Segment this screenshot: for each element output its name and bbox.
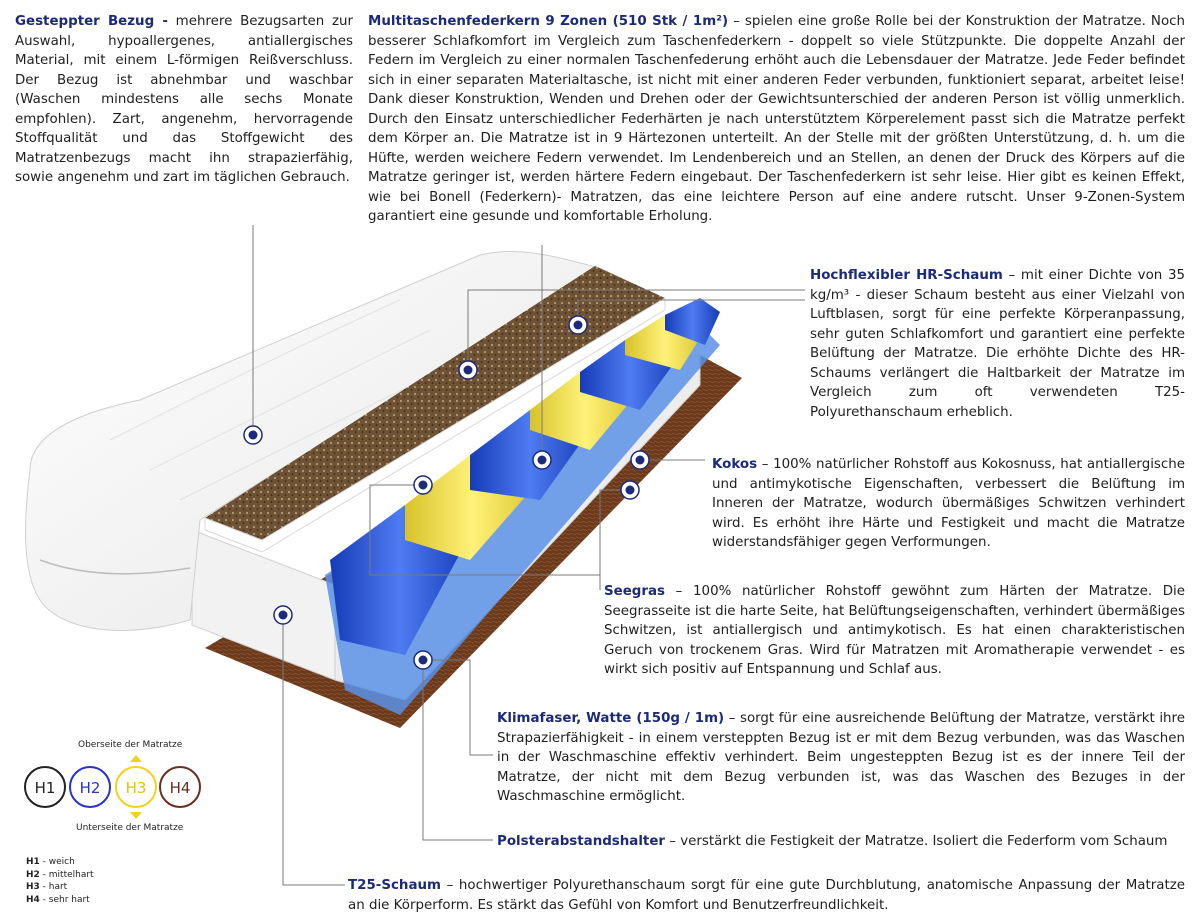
svg-text:H3: H3 (125, 779, 147, 797)
hardness-legend (25, 755, 200, 819)
section-title: Gesteppter Bezug - (15, 14, 168, 29)
svg-text:H4: H4 (169, 779, 191, 797)
section-seegras (604, 582, 1185, 680)
legend-bottom-label: Unterseite der Matratze (76, 823, 184, 833)
section-title: Kokos (712, 457, 758, 472)
section-title: Polsterabstandshalter (497, 834, 666, 849)
section-text: – verstärkt die Festigkeit der Matratze. Isoliert die Federform vom Schaum (665, 834, 1168, 849)
legend-top-label: Oberseite der Matratze (78, 740, 183, 750)
section-title: Hochflexibler HR-Schaum (810, 268, 1003, 283)
section-bezug (15, 12, 353, 188)
key-item-h4: H4 - sehr hart (26, 894, 90, 905)
section-text: – sorgt für eine ausreichende Belüftung der Matratze, verstärkt ihre Strapazierfähigkeit - in einem versteppten Bezug ist er mit dem Bezug verbunden, was das Waschen in der Waschmaschine effektiv verhindert. Beim ungesteppten Bezug ist es der innere Teil der Matratze, der nicht mit dem Bezug verbunden ist, was das Waschen des Bezuges in der Waschmaschine ermöglicht. (497, 711, 1185, 804)
section-kokos (712, 455, 1185, 553)
key-item-h3: H3 - hart (26, 882, 68, 892)
section-text: – hochwertiger Polyurethanschaum sorgt für eine gute Durchblutung, anatomische Anpassung der Matratze an die Körperform. Es stärkt das Gefühl von Komfort und Benutzerfreundlichkeit. (348, 878, 1185, 913)
section-title: Klimafaser, Watte (150g / 1m) (497, 711, 725, 726)
section-text: – 100% natürlicher Rohstoff aus Kokosnuss, hat antiallergische und antimykotische Eigenschaften, verbessert die Belüftung im Inneren der Matratze, wodurch übermäßiges Schwitzen verhindert wird. Es erhöht ihre Härte und Festigkeit und macht die Matratze widerstandsfähiger gegen Verformungen. (712, 457, 1185, 550)
key-item-h1: H1 - weich (26, 857, 75, 867)
section-t25 (348, 876, 1185, 915)
section-title: Multitaschenfederkern 9 Zonen (510 Stk / 1m²) (368, 14, 729, 29)
legend-circle-h3 (116, 767, 156, 807)
section-polster (497, 832, 1187, 852)
arrow-up-icon (130, 755, 142, 762)
legend-circle-h4 (160, 767, 200, 807)
section-federkern (368, 12, 1185, 227)
section-text: mehrere Bezugsarten zur Auswahl, hypoallergenes, antiallergisches Material, mit einem L-förmigen Reißverschluss. Der Bezug ist abnehmbar und waschbar (Waschen mindestens alle sechs Monate empfohlen). Zart, angenehm, hervorragende Stoffqualität und das Stoffgewicht des Matratzenbezugs macht ihn strapazierfähig, sowie angenehm und zart im täglichen Gebrauch. (15, 14, 353, 185)
svg-text:H2: H2 (79, 779, 101, 797)
section-text: – mit einer Dichte von 35 kg/m³ - dieser Schaum besteht aus einer Vielzahl von Luftblasen, sorgt für eine perfekte Körperanpassung, sehr guten Schlafkomfort und garantiert eine perfekte Belüftung der Matratze. Die erhöhte Dichte des HR-Schaums verlängert die Haltbarkeit der Matratze im Vergleich zum oft verwendeten T25-Polyurethanschaum erheblich. (810, 268, 1185, 420)
section-text: – 100% natürlicher Rohstoff gewöhnt zum Härten der Matratze. Die Seegrasseite ist die harte Seite, hat Belüftungseigenschaften, verhindert übermäßiges Schwitzen, ist antiallergisch und antimykotisch. Es hat einen charakteristischen Geruch von trockenem Gras. Wird für Matratzen mit Aromatherapie verwendet - es wirkt sich positiv auf Entspannung und Schlaf aus. (604, 584, 1185, 677)
legend-circle-h1 (25, 767, 65, 807)
section-title: T25-Schaum (348, 878, 441, 893)
hardness-key (26, 856, 94, 906)
section-hrschaum (810, 266, 1185, 422)
key-item-h2: H2 - mittelhart (26, 869, 94, 880)
svg-text:H1: H1 (34, 779, 56, 797)
legend-circle-h2 (70, 767, 110, 807)
arrow-down-icon (130, 812, 142, 819)
section-text: – spielen eine große Rolle bei der Konstruktion der Matratze. Noch besserer Schlafkomfort im Vergleich zum Taschenfederkern - doppelt so viele Stützpunkte. Die doppelte Anzahl der Federn im Vergleich zu einer normalen Taschenfederung erhöht auch die Lebensdauer der Matratze. Jede Feder befindet sich in einer separaten Materialtasche, ist nicht mit einer anderen Feder verbunden, funktioniert separat, arbeitet leise! Dank dieser Konstruktion, Wenden und Drehen oder der Gewichtsunterschied der anderen Person ist völlig unmerklich. Durch den Einsatz unterschiedlicher Federhärten je nach unterstütztem Körperelement passt sich die Matratze perfekt dem Körper an. Die Matratze ist in 9 Härtezonen unterteilt. An der Stelle mit der größten Unterstützung, d. h. um die Hüfte, werden weichere Federn verwendet. Im Lendenbereich und an Stellen, an denen der Druck des Körpers auf die Matratze geringer ist, werden härtere Federn eingebaut. Der Taschenfederkern ist sehr leise. Hier gibt es keinen Effekt, wie bei Bonell (Federkern)- Matratzen, das eine leichtere Person auf eine andere rutscht. Unser 9-Zonen-System garantiert eine gesunde und komfortable Erholung. (368, 14, 1185, 224)
section-title: Seegras (604, 584, 666, 599)
section-klimafaser (497, 709, 1185, 807)
